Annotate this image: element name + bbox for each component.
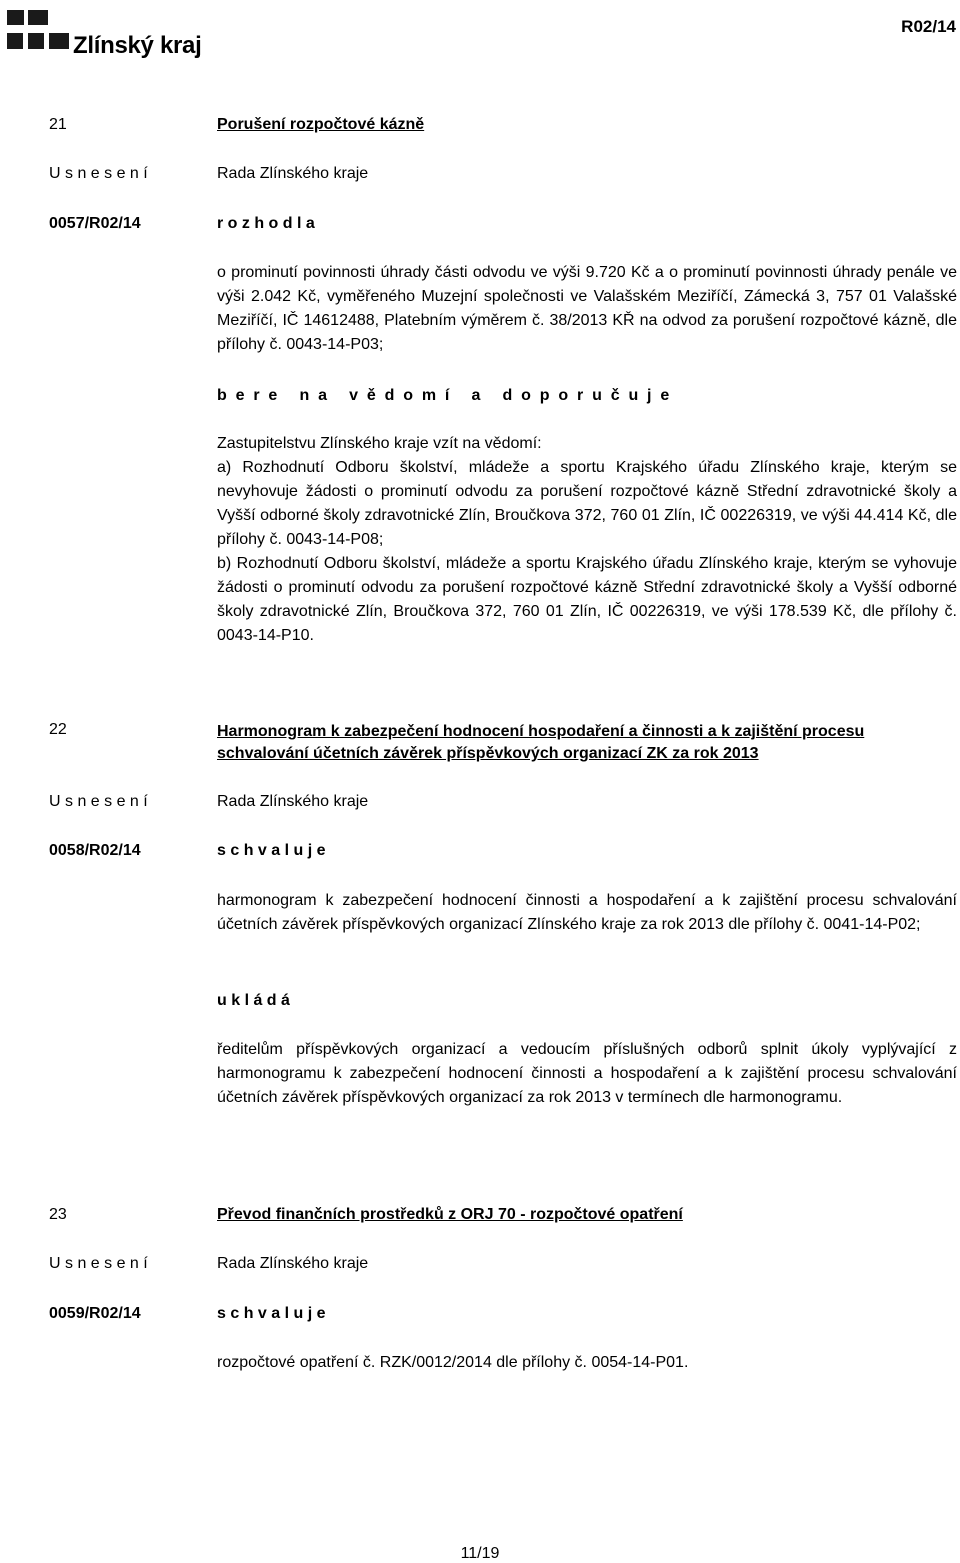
item-title: Porušení rozpočtové kázně [217,116,425,133]
resolution-body: Rada Zlínského kraje [217,1255,369,1272]
resolution-text-point-a: a) Rozhodnutí Odboru školství, mládeže a sportu Krajského úřadu Zlínského kraje, kterým se nevyhovuje žádosti o prominutí odvodu za porušení rozpočtové kázně Střední zdravotnické školy a Vyšší odborné školy zdravotnické Zlín, Broučkova 372, 760 01 Zlín, IČ 00226319, ve výši 44.414 Kč, dle přílohy č. 0043-14-P08; [217,459,957,548]
resolution-verb: s c h v a l u j e [217,1305,326,1322]
resolution-body: Rada Zlínského kraje [217,165,369,182]
document-code: R02/14 [901,17,956,36]
item-title: Harmonogram k zabezpečení hodnocení hospodaření a činnosti a k zajištění procesu schvalování účetních závěrek příspěvkových organizací ZK za rok 2013 [217,723,865,762]
resolution-text-point-b: b) Rozhodnutí Odboru školství, mládeže a sportu Krajského úřadu Zlínského kraje, kterým se vyhovuje žádosti o prominutí odvodu za porušení rozpočtové kázně Střední zdravotnické školy a Vyšší odborné školy zdravotnické Zlín, Broučkova 372, 760 01 Zlín, IČ 00226319, ve výši 178.539 Kč, dle přílohy č. 0043-14-P10. [217,555,957,644]
usneseni-label: U s n e s e n í [49,1255,148,1272]
resolution-verb: s c h v a l u j e [217,842,326,859]
logo-square-icon [28,10,48,25]
logo-square-icon [7,10,24,25]
logo-text: Zlínský kraj [73,32,202,59]
item-number: 21 [49,116,67,133]
item-number: 23 [49,1206,67,1223]
resolution-verb: r o z h o d l a [217,215,315,232]
resolution-text-block [217,432,957,648]
item-number: 22 [49,721,67,738]
logo-square-icon [28,33,44,49]
logo-square-icon [7,33,23,49]
resolution-number: 0059/R02/14 [49,1305,141,1322]
resolution-verb: b e r e n a v ě d o m í a d o p o r u č u j e [217,387,672,404]
resolution-number: 0057/R02/14 [49,215,141,232]
resolution-verb: u k l á d á [217,992,290,1009]
resolution-text-intro: Zastupitelstvu Zlínského kraje vzít na vědomí: [217,435,542,452]
resolution-text: harmonogram k zabezpečení hodnocení činnosti a hospodaření a k zajištění procesu schvalování účetních závěrek příspěvkových organizací Zlínského kraje za rok 2013 dle přílohy č. 0041-14-P02; [217,892,957,933]
zlinsky-kraj-logo [5,8,202,59]
logo-square-icon [49,33,69,49]
resolution-text: rozpočtové opatření č. RZK/0012/2014 dle přílohy č. 0054-14-P01. [217,1354,689,1371]
resolution-text: ředitelům příspěvkových organizací a vedoucím příslušných odborů splnit úkoly vyplývající z harmonogramu k zabezpečení hodnocení činnosti a hospodaření a k zajištění procesu schvalování účetních závěrek příspěvkových organizací za rok 2013 v termínech dle harmonogramu. [217,1041,957,1106]
usneseni-label: U s n e s e n í [49,793,148,810]
resolution-number: 0058/R02/14 [49,842,141,859]
usneseni-label: U s n e s e n í [49,165,148,182]
page-number: 11/19 [460,1545,500,1562]
resolution-body: Rada Zlínského kraje [217,793,369,810]
resolution-text: o prominutí povinnosti úhrady části odvodu ve výši 9.720 Kč a o prominutí povinnosti úhrady penále ve výši 2.042 Kč, vyměřeného Muzejní společnosti ve Valašském Meziříčí, Zámecká 3, 757 01 Valašské Meziříčí, IČ 14612488, Platebním výměrem č. 38/2013 KŘ na odvod za porušení rozpočtové kázně, dle přílohy č. 0043-14-P03; [217,264,957,353]
item-title: Převod finančních prostředků z ORJ 70 - rozpočtové opatření [217,1206,683,1223]
